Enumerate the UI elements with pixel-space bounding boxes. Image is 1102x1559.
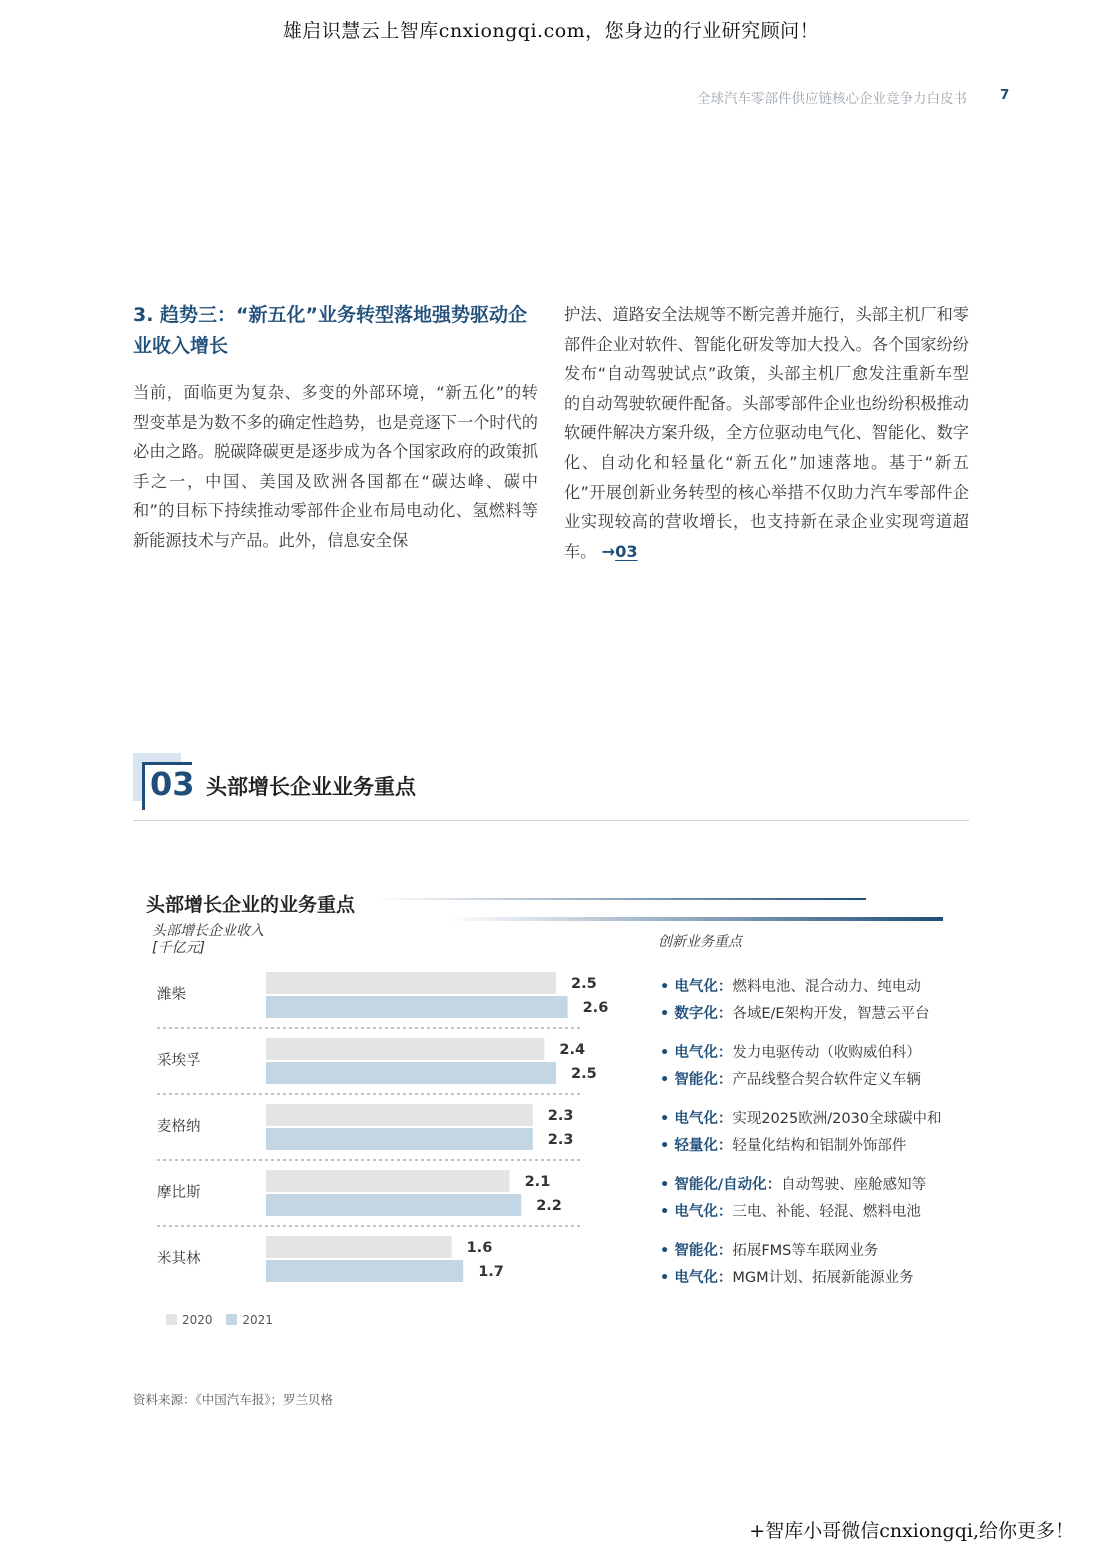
bullet-icon: •	[660, 1270, 675, 1286]
data-label-2020: 2.3	[547, 1108, 574, 1124]
bar-2021	[266, 996, 568, 1018]
legend-item-2021	[226, 1313, 273, 1327]
focus-category: 电气化：	[674, 1111, 733, 1127]
focus-text: 发力电驱传动（收购威伯科）	[732, 1045, 921, 1061]
running-header-title: 全球汽车零部件供应链核心企业竞争力白皮书	[697, 91, 967, 107]
focus-text: MGM计划、拓展新能源业务	[732, 1270, 914, 1286]
focus-header: 创新业务重点	[658, 934, 742, 950]
focus-category: 智能化/自动化：	[674, 1177, 782, 1193]
section-title: 头部增长企业业务重点	[206, 775, 416, 799]
data-label-2021: 2.3	[547, 1132, 574, 1148]
data-label-2020: 2.5	[571, 976, 597, 992]
category-label: 摩比斯	[157, 1185, 201, 1201]
legend-label-2020: 2020	[182, 1313, 213, 1327]
trend-body-left: 当前，面临更为复杂、多变的外部环境，“新五化”的转型变革是为数不多的确定性趋势，也是竞逐下一个时代的必由之路。脱碳降碳更是逐步成为各个国家政府的政策抓手之一，中国、美国及欧洲各国都在“碳达峰、碳中和”的目标下持续推动零部件企业布局电动化、氢燃料等新能源技术与产品。此外，信息安全保	[133, 383, 538, 550]
legend-swatch-2020	[166, 1314, 177, 1325]
bullet-icon: •	[660, 1243, 675, 1259]
bar-2020	[266, 1170, 510, 1192]
bar-2020	[266, 972, 556, 994]
trend-heading: 3. 趋势三：“新五化”业务转型落地强势驱动企业收入增长	[133, 304, 528, 357]
bullet-icon: •	[660, 979, 675, 995]
data-label-2021: 1.7	[478, 1264, 504, 1280]
page-number: 7	[1000, 87, 1010, 103]
arrow-right-icon: →	[601, 541, 616, 561]
bullet-icon: •	[660, 1177, 675, 1193]
focus-category: 智能化：	[674, 1243, 733, 1259]
focus-text: 产品线整合契合软件定义车辆	[732, 1072, 921, 1088]
bar-2020	[266, 1236, 452, 1258]
bullet-icon: •	[660, 1006, 675, 1022]
focus-category: 电气化：	[674, 1045, 733, 1061]
bullet-icon: •	[660, 1138, 675, 1154]
section-ref-link[interactable]: 03	[615, 541, 638, 561]
category-label: 潍柴	[157, 987, 186, 1003]
chart-ylabel-unit: [千亿元]	[152, 940, 205, 956]
bullet-icon: •	[660, 1111, 675, 1127]
focus-item	[660, 1002, 930, 1023]
chart-ylabel-line: 头部增长企业收入	[152, 923, 264, 939]
watermark-bottom: +智库小哥微信cnxiongqi,给你更多！	[749, 1520, 1074, 1542]
focus-text: 拓展FMS等车联网业务	[732, 1243, 879, 1259]
focus-category: 电气化：	[674, 1204, 733, 1220]
figure-source: 资料来源：《中国汽车报》；罗兰贝格	[133, 1392, 334, 1407]
focus-category: 数字化：	[674, 1006, 733, 1022]
focus-category: 电气化：	[674, 979, 733, 995]
bullet-icon: •	[660, 1045, 675, 1061]
focus-item	[660, 975, 921, 996]
data-label-2021: 2.2	[536, 1198, 562, 1214]
bullet-icon: •	[660, 1072, 675, 1088]
focus-item	[660, 1239, 878, 1260]
data-label-2021: 2.6	[582, 1000, 609, 1016]
focus-text: 轻量化结构和铝制外饰部件	[732, 1138, 907, 1154]
data-label-2020: 2.1	[524, 1174, 551, 1190]
category-label: 采埃孚	[157, 1053, 201, 1069]
focus-item	[660, 1134, 906, 1155]
bar-2021	[266, 1062, 556, 1084]
category-label: 麦格纳	[157, 1119, 201, 1135]
focus-category: 轻量化：	[674, 1138, 733, 1154]
focus-item	[660, 1041, 921, 1062]
bar-2021	[266, 1194, 521, 1216]
section-number: 03	[150, 765, 195, 803]
focus-text: 各域E/E架构开发，智慧云平台	[732, 1006, 930, 1022]
focus-text: 三电、补能、轻混、燃料电池	[732, 1204, 921, 1220]
focus-item	[660, 1068, 921, 1089]
data-label-2021: 2.5	[571, 1066, 597, 1082]
data-label-2020: 2.4	[559, 1042, 586, 1058]
focus-text: 实现2025欧洲/2030全球碳中和	[732, 1111, 942, 1127]
category-label: 米其林	[157, 1251, 201, 1267]
focus-item	[660, 1107, 942, 1128]
focus-item	[660, 1266, 914, 1287]
legend-item-2020	[166, 1313, 213, 1327]
chart-legend	[166, 1313, 283, 1327]
focus-item	[660, 1200, 921, 1221]
focus-text: 自动驾驶、座舱感知等	[781, 1177, 927, 1193]
watermark-top: 雄启识慧云上智库cnxiongqi.com，您身边的行业研究顾问！	[282, 20, 820, 42]
focus-item	[660, 1173, 926, 1194]
legend-label-2021: 2021	[242, 1313, 273, 1327]
focus-category: 智能化：	[674, 1072, 733, 1088]
focus-category: 电气化：	[674, 1270, 733, 1286]
bar-2021	[266, 1260, 463, 1282]
trend-body-right-text: 护法、道路安全法规等不断完善并施行，头部主机厂和零部件企业对软件、智能化研发等加大投入。各个国家纷纷发布“自动驾驶试点”政策，头部主机厂愈发注重新车型的自动驾驶软硬件配备。头部零部件企业也纷纷积极推动软硬件解决方案升级，全方位驱动电气化、智能化、数字化、自动化和轻量化“新五化”加速落地。基于“新五化”开展创新业务转型的核心举措不仅助力汽车零部件企业实现较高的营收增长，也支持新在录企业实现弯道超车。	[564, 305, 969, 561]
bullet-icon: •	[660, 1204, 675, 1220]
figure-title: 头部增长企业的业务重点	[146, 894, 356, 916]
legend-swatch-2021	[226, 1314, 237, 1325]
focus-text: 燃料电池、混合动力、纯电动	[732, 979, 921, 995]
bar-2020	[266, 1104, 533, 1126]
bar-2021	[266, 1128, 533, 1150]
data-label-2020: 1.6	[466, 1240, 493, 1256]
bar-2020	[266, 1038, 544, 1060]
